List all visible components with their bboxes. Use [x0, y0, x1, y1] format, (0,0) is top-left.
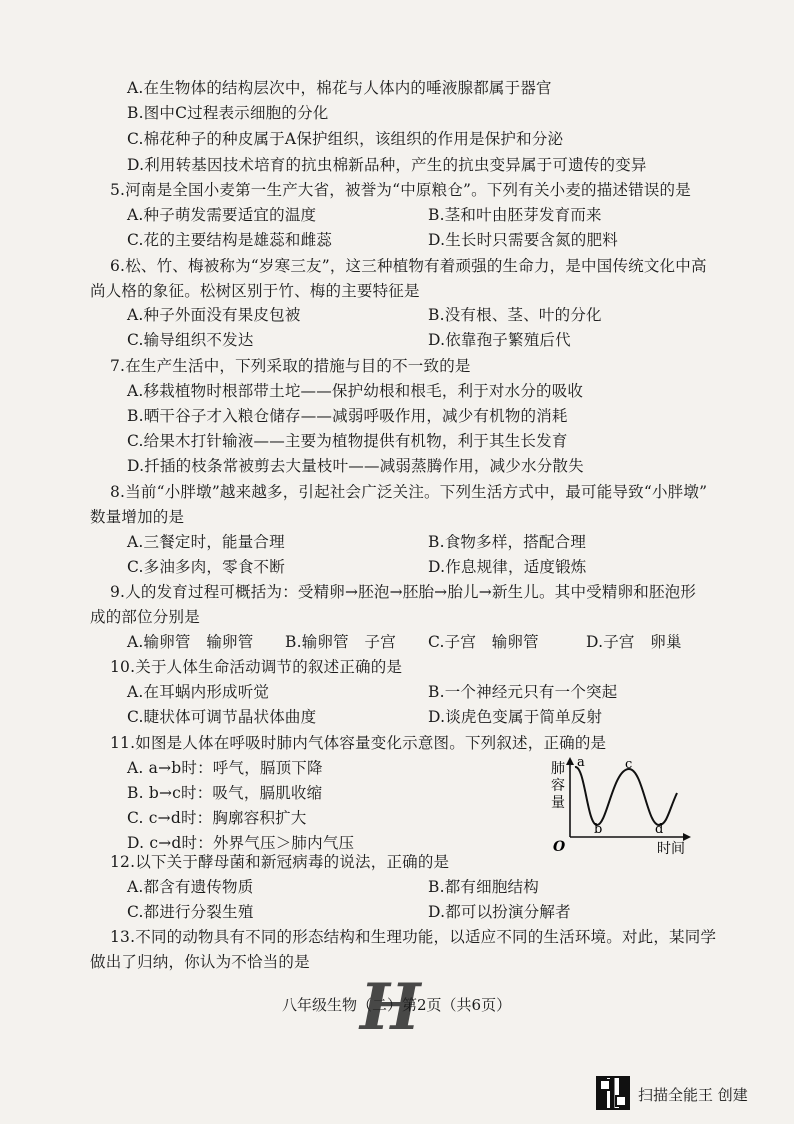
volume-curve	[575, 767, 677, 825]
line-q9ob: B.输卵管 子宫	[285, 633, 396, 651]
y-axis-arrow	[566, 757, 574, 765]
line-q12b: B.都有细胞结构	[428, 878, 539, 896]
line-q8od: D.作息规律，适度锻炼	[428, 558, 587, 576]
line-q13: 13.不同的动物具有不同的形态结构和生理功能，以适应不同的生活环境。对此，某同学	[110, 928, 717, 946]
lung-volume-figure	[545, 755, 695, 855]
point-d: d	[655, 822, 664, 837]
line-q11c: C. c→d时：胸廓容积扩大	[127, 809, 307, 827]
ylabel-char-2: 容	[551, 778, 565, 794]
line-q10b: B.一个神经元只有一个突起	[428, 683, 618, 701]
line-q10: 10.关于人体生命活动调节的叙述正确的是	[110, 658, 403, 676]
line-q7d: D.扦插的枝条常被剪去大量枝叶——减弱蒸腾作用，减少水分散失	[127, 457, 584, 475]
line-q11a: A. a→b时：呼气，膈顶下降	[127, 759, 323, 777]
watermark-h: H	[360, 970, 421, 1045]
line-q4a: A.在生物体的结构层次中，棉花与人体内的唾液腺都属于器官	[127, 79, 552, 97]
line-q9od: D.子宫 卵巢	[586, 633, 682, 651]
line-q8b: 数量增加的是	[90, 508, 185, 526]
line-q5b: B.茎和叶由胚芽发育而来	[428, 206, 602, 224]
line-q6oc: C.输导组织不发达	[127, 331, 254, 349]
origin-label: O	[553, 839, 566, 855]
line-q5d: D.生长时只需要含氮的肥料	[428, 231, 618, 249]
line-q9b: 成的部位分别是	[90, 608, 200, 626]
line-q6b: 尚人格的象征。松树区别于竹、梅的主要特征是	[90, 282, 420, 300]
line-q11: 11.如图是人体在呼吸时肺内气体容量变化示意图。下列叙述，正确的是	[110, 734, 607, 752]
line-q8ob: B.食物多样，搭配合理	[428, 533, 587, 551]
line-q8oa: A.三餐定时，能量合理	[127, 533, 285, 551]
line-q5: 5.河南是全国小麦第一生产大省，被誉为“中原粮仓”。下列有关小麦的描述错误的是	[110, 181, 691, 199]
qr-code-icon	[596, 1076, 630, 1110]
point-c: c	[625, 757, 633, 772]
point-a: a	[577, 755, 585, 770]
line-q11d: D. c→d时：外界气压＞肺内气压	[127, 834, 355, 852]
line-q4b: B.图中C过程表示细胞的分化	[127, 104, 329, 122]
line-q7a: A.移栽植物时根部带土坨——保护幼根和根毛，利于对水分的吸收	[127, 382, 584, 400]
line-q10d: D.谈虎色变属于简单反射	[428, 708, 603, 726]
point-b: b	[594, 822, 603, 837]
xlabel: 时间	[657, 841, 685, 855]
line-q13b: 做出了归纳，你认为不恰当的是	[90, 953, 310, 971]
line-q11b: B. b→c时：吸气，膈肌收缩	[127, 784, 323, 802]
line-q4c: C.棉花种子的种皮属于A保护组织，该组织的作用是保护和分泌	[127, 130, 564, 148]
line-q9oc: C.子宫 输卵管	[428, 633, 539, 651]
line-q7b: B.晒干谷子才入粮仓储存——减弱呼吸作用，减少有机物的消耗	[127, 407, 568, 425]
line-q12c: C.都进行分裂生殖	[127, 903, 254, 921]
scanner-badge	[596, 1076, 786, 1112]
line-q6oa: A.种子外面没有果皮包被	[127, 306, 301, 324]
line-q12a: A.都含有遗传物质	[127, 878, 254, 896]
line-q9: 9.人的发育过程可概括为：受精卵→胚泡→胚胎→胎儿→新生儿。其中受精卵和胚泡形	[110, 583, 697, 601]
line-q6ob: B.没有根、茎、叶的分化	[428, 306, 602, 324]
line-q6: 6.松、竹、梅被称为“岁寒三友”，这三种植物有着顽强的生命力，是中国传统文化中高	[110, 257, 707, 275]
line-q5a: A.种子萌发需要适宜的温度	[127, 206, 317, 224]
line-q5c: C.花的主要结构是雄蕊和雌蕊	[127, 231, 333, 249]
line-q7c: C.给果木打针输液——主要为植物提供有机物，利于其生长发育	[127, 432, 568, 450]
x-axis-arrow	[683, 833, 691, 841]
line-q4d: D.利用转基因技术培育的抗虫棉新品种，产生的抗虫变异属于可遗传的变异	[127, 156, 647, 174]
line-q10a: A.在耳蜗内形成听觉	[127, 683, 270, 701]
ylabel-char-3: 量	[551, 795, 565, 811]
scanner-label: 扫描全能王 创建	[638, 1086, 748, 1104]
line-q12: 12.以下关于酵母菌和新冠病毒的说法，正确的是	[110, 853, 450, 871]
line-q8oc: C.多油多肉，零食不断	[127, 558, 285, 576]
line-q8: 8.当前“小胖墩”越来越多，引起社会广泛关注。下列生活方式中，最可能导致“小胖墩”	[110, 483, 708, 501]
line-q7: 7.在生产生活中，下列采取的措施与目的不一致的是	[110, 357, 471, 375]
ylabel-char-1: 肺	[551, 761, 565, 777]
line-q6od: D.依靠孢子繁殖后代	[428, 331, 571, 349]
line-q10c: C.睫状体可调节晶状体曲度	[127, 708, 317, 726]
line-q12d: D.都可以扮演分解者	[428, 903, 571, 921]
line-q9oa: A.输卵管 输卵管	[127, 633, 254, 651]
page-footer: 八年级生物（二）第2页（共6页）	[282, 996, 512, 1014]
